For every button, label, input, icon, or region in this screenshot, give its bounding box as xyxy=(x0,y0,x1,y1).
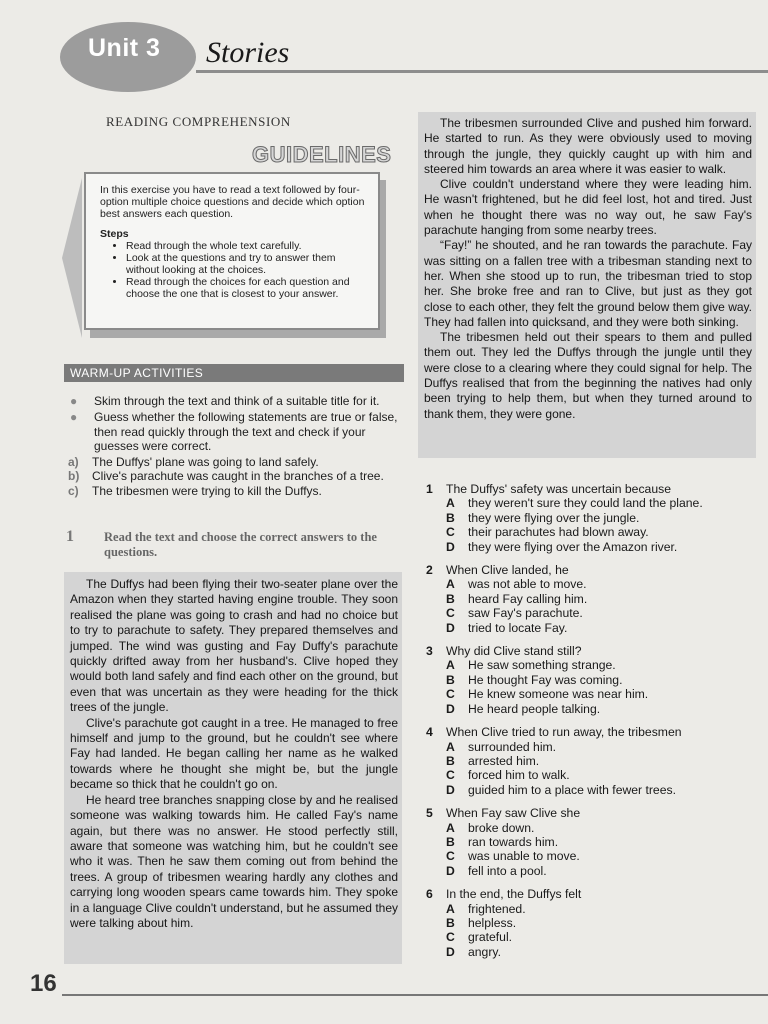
option-text: fell into a pool. xyxy=(468,863,547,878)
option-letter: C xyxy=(446,930,455,945)
question-3 xyxy=(426,644,756,716)
warmup-bullet xyxy=(68,394,400,408)
option-text: frightened. xyxy=(468,901,526,916)
option-text: He saw something strange. xyxy=(468,658,616,673)
steps-list xyxy=(100,240,366,300)
option-letter: A xyxy=(446,901,455,916)
story-paragraph: Clive couldn't understand where they were leading him. He wasn't frightened, but he did feel lost, hot and tired. Just when he thought there was no way out, he saw Fay's parachute hanging from some nearby trees. xyxy=(424,177,752,238)
answer-option xyxy=(426,835,756,849)
step-item: • Read through the whole text carefully. xyxy=(126,240,366,252)
question-number: 5 xyxy=(426,806,433,821)
story-paragraph: He heard tree branches snapping close by and he realised someone was walking towards him. He called Fay's name again, but there was no answer. He stood perfectly still, aware that someone was watching him, but he couldn't see who it was. Then he saw them coming out from behind the trees. A group of tribesmen wearing hardly any clothes and carrying long wooden spears came towards him. They spoke in a language Clive couldn't understand, but he assumed they were talking about him. xyxy=(70,792,398,930)
option-text: arrested him. xyxy=(468,753,540,768)
option-text: heard Fay calling him. xyxy=(468,591,588,606)
statement-text: The tribesmen were trying to kill the Duffys. xyxy=(92,483,322,498)
option-letter: B xyxy=(446,591,455,606)
option-text: was unable to move. xyxy=(468,849,580,864)
option-letter: A xyxy=(446,658,455,673)
option-text: they were flying over the jungle. xyxy=(468,510,640,525)
warmup-bullet xyxy=(68,410,400,453)
questions-list xyxy=(426,482,756,968)
bullet-icon: ● xyxy=(70,410,78,425)
statement-letter: a) xyxy=(68,455,79,470)
answer-option xyxy=(426,621,756,635)
guidelines-heading: GUIDELINES xyxy=(252,142,392,167)
answer-option xyxy=(426,525,756,539)
statement-item xyxy=(68,469,400,483)
option-text: grateful. xyxy=(468,930,513,945)
option-text: tried to locate Fay. xyxy=(468,620,568,635)
option-text: ran towards him. xyxy=(468,834,559,849)
answer-option xyxy=(426,916,756,930)
story-paragraph: “Fay!” he shouted, and he ran towards the parachute. Fay was sitting on a fallen tree with a tribesman standing next to her. When she stood up to run, the tribesman tried to stop her. She broke free and ran to Clive, but just as they got close to each other, they felt the ground below them give way. They had fallen into quicksand, and they were both sinking. xyxy=(424,238,752,329)
answer-option xyxy=(426,945,756,959)
option-letter: D xyxy=(446,944,455,959)
option-letter: C xyxy=(446,687,455,702)
option-text: forced him to walk. xyxy=(468,768,570,783)
statement-item xyxy=(68,484,400,498)
option-text: He heard people talking. xyxy=(468,701,601,716)
answer-option xyxy=(426,821,756,835)
question-number: 1 xyxy=(426,482,433,496)
answer-option xyxy=(426,577,756,591)
page-title: Stories xyxy=(206,36,290,69)
page-number: 16 xyxy=(30,970,57,997)
guidelines-decoration xyxy=(62,178,82,338)
warmup-activities xyxy=(68,394,400,498)
option-text: surrounded him. xyxy=(468,739,557,754)
question-number: 4 xyxy=(426,725,433,740)
question-4 xyxy=(426,725,756,797)
option-text: was not able to move. xyxy=(468,577,587,592)
steps-label: Steps xyxy=(100,228,129,240)
option-text: He knew someone was near him. xyxy=(468,687,649,702)
exercise-number: 1 xyxy=(66,528,74,545)
option-letter: B xyxy=(446,672,455,687)
option-letter: D xyxy=(446,701,455,716)
story-paragraph: The tribesmen surrounded Clive and pushed him forward. He started to run. As they were obviously used to moving through the jungle, they quickly caught up with him and steered him towards an area where it was easier to walk. xyxy=(424,116,752,176)
story-paragraph: The tribesmen held out their spears to them and pulled them out. They led the Duffys through the jungle until they were close to a clearing where they could signal for help. The Duffys realised that from the beginning the natives had only been trying to help them, but when they turned around to thank them, they were gone. xyxy=(424,330,752,421)
warmup-bullet-text: Skim through the text and think of a suitable title for it. xyxy=(94,394,380,408)
answer-option xyxy=(426,592,756,606)
option-letter: A xyxy=(446,577,455,592)
question-text: The Duffys' safety was uncertain because xyxy=(446,482,671,496)
answer-option xyxy=(426,754,756,768)
option-letter: C xyxy=(446,606,455,621)
statement-text: Clive's parachute was caught in the branches of a tree. xyxy=(92,469,384,484)
header-divider xyxy=(196,70,768,73)
option-letter: B xyxy=(446,510,455,525)
warmup-bullet-text: Guess whether the following statements are true or false, then read quickly through the text and check if your guesses were correct. xyxy=(94,410,398,453)
answer-option xyxy=(426,658,756,672)
option-letter: C xyxy=(446,768,455,783)
exercise-instruction: Read the text and choose the correct answers to the questions. xyxy=(104,530,377,559)
option-letter: C xyxy=(446,849,455,864)
option-text: saw Fay's parachute. xyxy=(468,606,583,621)
unit-label: Unit 3 xyxy=(88,34,161,62)
answer-option xyxy=(426,511,756,525)
question-text: When Clive tried to run away, the tribesmen xyxy=(446,725,682,740)
answer-option xyxy=(426,702,756,716)
option-letter: B xyxy=(446,753,455,768)
answer-option xyxy=(426,687,756,701)
answer-option xyxy=(426,673,756,687)
story-paragraph: Clive's parachute got caught in a tree. He managed to free himself and jump to the ground, but he couldn't see where Fay had landed. He began calling her name as he walked towards where he thought she might be, but the jungle became so thick that he couldn't go on. xyxy=(70,715,398,792)
story-text-left xyxy=(64,572,402,964)
answer-option xyxy=(426,864,756,878)
option-letter: A xyxy=(446,739,455,754)
warmup-heading: WARM-UP ACTIVITIES xyxy=(64,364,404,382)
option-text: they weren't sure they could land the plane. xyxy=(468,496,703,511)
option-text: angry. xyxy=(468,944,501,959)
section-title: READING COMPREHENSION xyxy=(106,114,291,129)
story-paragraph: The Duffys had been flying their two-seater plane over the Amazon when they started having engine trouble. They soon realised the plane was going to crash and had no choice but to try to parachute to safety. They prepared themselves and jumped. The wind was gusting and Fay Duffy's parachute quickly drifted away from her husband's. Clive hoped they would both land safely and find each other on the ground, but even that was uncertain as they were heading for the thick trees of the jungle. xyxy=(70,577,398,715)
option-letter: A xyxy=(446,820,455,835)
guidelines-intro: In this exercise you have to read a text followed by four-option multiple choice questions and decide which option best answers each question. xyxy=(100,184,365,220)
option-letter: D xyxy=(446,539,455,554)
option-text: broke down. xyxy=(468,820,535,835)
story-text-right xyxy=(418,112,756,458)
footer-divider xyxy=(62,994,768,996)
question-2 xyxy=(426,563,756,635)
guidelines-box xyxy=(84,172,380,330)
option-text: He thought Fay was coming. xyxy=(468,672,623,687)
answer-option xyxy=(426,768,756,782)
question-number: 3 xyxy=(426,644,433,659)
statement-letter: c) xyxy=(68,483,79,498)
question-number: 2 xyxy=(426,563,433,578)
option-letter: D xyxy=(446,620,455,635)
answer-option xyxy=(426,930,756,944)
option-letter: D xyxy=(446,782,455,797)
statement-item xyxy=(68,455,400,469)
option-letter: D xyxy=(446,863,455,878)
question-number: 6 xyxy=(426,887,433,902)
step-item: • Read through the choices for each question and choose the one that is closest to your answer. xyxy=(126,276,366,300)
option-letter: B xyxy=(446,834,455,849)
answer-option xyxy=(426,740,756,754)
question-text: When Fay saw Clive she xyxy=(446,806,581,821)
answer-option xyxy=(426,606,756,620)
option-letter: C xyxy=(446,525,455,540)
statement-text: The Duffys' plane was going to land safely. xyxy=(92,455,319,470)
answer-option xyxy=(426,902,756,916)
question-1 xyxy=(426,482,756,554)
option-letter: A xyxy=(446,496,455,511)
statement-letter: b) xyxy=(68,469,80,484)
question-text: When Clive landed, he xyxy=(446,563,569,578)
option-text: guided him to a place with fewer trees. xyxy=(468,782,676,797)
bullet-icon: ● xyxy=(70,394,78,408)
answer-option xyxy=(426,783,756,797)
question-text: Why did Clive stand still? xyxy=(446,644,582,659)
answer-option xyxy=(426,849,756,863)
option-letter: B xyxy=(446,915,455,930)
answer-option xyxy=(426,540,756,554)
answer-option xyxy=(426,496,756,510)
question-5 xyxy=(426,806,756,878)
question-text: In the end, the Duffys felt xyxy=(446,887,582,902)
option-text: their parachutes had blown away. xyxy=(468,525,649,540)
option-text: helpless. xyxy=(468,915,517,930)
option-text: they were flying over the Amazon river. xyxy=(468,539,678,554)
question-6 xyxy=(426,887,756,959)
step-item: • Look at the questions and try to answer them without looking at the choices. xyxy=(126,252,366,276)
